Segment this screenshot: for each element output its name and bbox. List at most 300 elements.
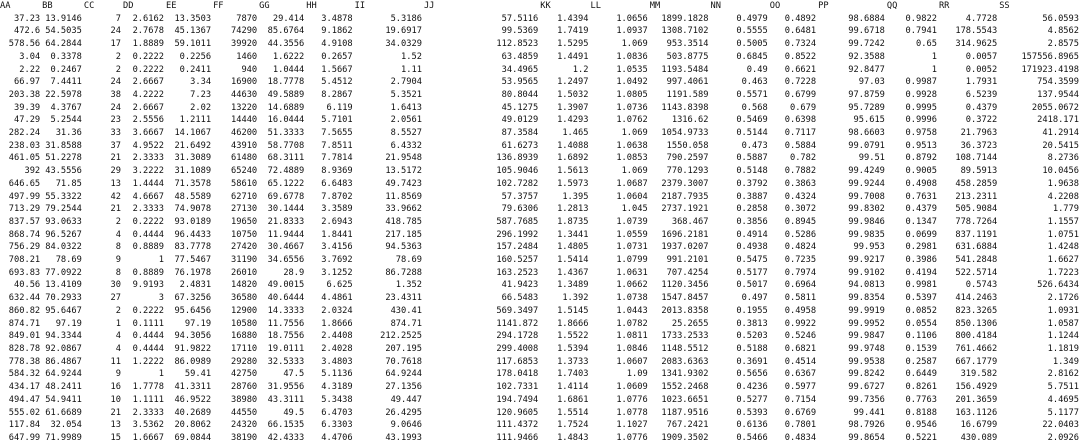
- table-cell: 1: [115, 318, 121, 329]
- column-header-ii: II: [354, 1, 366, 11]
- table-cell: 28760: [231, 382, 258, 393]
- table-cell: 0.5555: [736, 26, 768, 37]
- table-cell: 20.5415: [1042, 140, 1079, 151]
- table-cell: 0.9981: [905, 280, 937, 291]
- table-cell: 1120.3456: [661, 280, 709, 291]
- table-cell: 0.2858: [736, 204, 768, 215]
- table-cell: 94.5363: [385, 242, 422, 253]
- table-cell: 1.0846: [616, 343, 648, 354]
- table-cell: 67.3256: [174, 293, 212, 304]
- table-cell: 39920: [231, 39, 258, 50]
- table-cell: 14820: [231, 280, 258, 291]
- table-cell: 2.6943: [321, 216, 353, 227]
- table-cell: 12900: [231, 305, 258, 316]
- table-cell: 66.97: [14, 77, 41, 88]
- table-cell: 8: [115, 242, 121, 253]
- table-cell: 1.0931: [1047, 305, 1079, 316]
- table-row: [0, 216, 1080, 229]
- table-cell: 6.119: [326, 102, 353, 113]
- table-cell: 1.5394: [557, 343, 589, 354]
- table-cell: 2.8162: [1047, 369, 1079, 380]
- table-cell: 46.9522: [174, 394, 212, 405]
- table-cell: 1.52: [401, 51, 422, 62]
- table-cell: 68.3111: [267, 153, 305, 164]
- table-cell: 31.36: [55, 128, 82, 139]
- table-cell: 874.71: [390, 318, 422, 329]
- table-cell: 0.2467: [50, 64, 82, 75]
- table-cell: 3.7692: [321, 255, 353, 266]
- table-cell: 1.0492: [616, 77, 648, 88]
- table-cell: 1.0776: [616, 432, 648, 443]
- table-cell: 1.069: [621, 128, 648, 139]
- table-cell: 171923.4198: [1021, 64, 1079, 75]
- table-cell: 0.3691: [736, 356, 768, 367]
- table-cell: 0.7235: [784, 255, 817, 266]
- table-cell: 51.2278: [45, 153, 82, 164]
- table-cell: 0.6481: [784, 26, 817, 37]
- table-cell: 1.0937: [616, 26, 648, 37]
- table-cell: 2.8575: [1047, 39, 1079, 50]
- table-cell: 0.5469: [736, 115, 768, 126]
- table-cell: 0.6136: [736, 420, 768, 431]
- table-row: [0, 330, 1080, 343]
- table-cell: 99.6727: [848, 382, 885, 393]
- table-cell: 1.4805: [557, 242, 589, 253]
- table-cell: 1.2: [572, 64, 589, 75]
- table-cell: 3.6667: [132, 128, 164, 139]
- table-cell: 430.089: [960, 432, 998, 443]
- table-cell: 27.1356: [385, 382, 422, 393]
- table-cell: 6.5239: [965, 89, 998, 100]
- table-cell: 13.4109: [45, 280, 82, 291]
- table-cell: 49.7423: [385, 178, 422, 189]
- table-cell: 1.1557: [1047, 216, 1079, 227]
- table-cell: 0.1347: [905, 216, 937, 227]
- table-cell: 0.7154: [784, 394, 817, 405]
- table-cell: 0.2657: [321, 51, 353, 62]
- table-cell: 21.7963: [960, 128, 998, 139]
- table-cell: 45.1275: [501, 102, 539, 113]
- table-cell: 16.0444: [267, 115, 305, 126]
- table-cell: 2.1726: [1047, 293, 1079, 304]
- table-cell: 5.2544: [50, 115, 82, 126]
- table-cell: 0.4379: [905, 204, 937, 215]
- table-cell: 62710: [231, 191, 258, 202]
- table-cell: 11.9444: [267, 229, 305, 240]
- table-cell: 64.9244: [45, 369, 82, 380]
- table-cell: 2083.6363: [661, 356, 709, 367]
- table-cell: 63.4859: [501, 51, 539, 62]
- table-cell: 38980: [231, 394, 258, 405]
- table-cell: 99.6718: [848, 26, 885, 37]
- table-cell: 22.0403: [1042, 420, 1079, 431]
- table-cell: 8.9369: [321, 166, 353, 177]
- table-cell: 13.3503: [174, 13, 212, 24]
- table-cell: 693.83: [8, 267, 41, 278]
- table-cell: 137.9544: [1037, 89, 1079, 100]
- table-cell: 1.8666: [557, 318, 589, 329]
- table-cell: 1550.058: [666, 140, 709, 151]
- table-cell: 0.497: [741, 293, 768, 304]
- table-cell: 117.6853: [496, 356, 539, 367]
- table-cell: 1.395: [562, 191, 589, 202]
- table-cell: 0.2256: [179, 51, 212, 62]
- table-cell: 6.625: [326, 280, 353, 291]
- table-cell: 64.2844: [45, 39, 82, 50]
- table-cell: 294.1728: [496, 331, 539, 342]
- table-cell: 1899.1828: [661, 13, 709, 24]
- table-row: [0, 64, 1080, 77]
- table-cell: 0.3072: [784, 204, 817, 215]
- table-cell: 1.0444: [272, 64, 305, 75]
- table-cell: 5.7101: [321, 115, 353, 126]
- table-cell: 319.582: [960, 369, 998, 380]
- table-cell: 4: [115, 343, 121, 354]
- table-cell: 83.7778: [174, 242, 212, 253]
- table-cell: 1.5522: [557, 331, 589, 342]
- table-cell: 86.0989: [174, 356, 212, 367]
- table-cell: 0.6621: [784, 64, 817, 75]
- table-cell: 953.3514: [666, 39, 709, 50]
- table-cell: 0.473: [741, 140, 768, 151]
- table-cell: 0.2411: [179, 64, 212, 75]
- table-cell: 0.6821: [784, 343, 817, 354]
- table-cell: 1.0604: [616, 191, 648, 202]
- table-cell: 1054.9733: [661, 128, 709, 139]
- table-cell: 1.6667: [132, 432, 164, 443]
- table-cell: 40.56: [14, 280, 41, 291]
- column-header-qq: QQ: [886, 1, 898, 11]
- table-cell: 1.6627: [1047, 255, 1079, 266]
- table-cell: 98.7926: [848, 420, 885, 431]
- table-cell: 43910: [231, 140, 258, 151]
- table-cell: 99.9919: [848, 305, 885, 316]
- table-cell: 59.1011: [174, 39, 212, 50]
- table-cell: 2.7904: [390, 77, 422, 88]
- column-header-ll: LL: [590, 1, 601, 11]
- table-cell: 111.9466: [496, 432, 539, 443]
- table-cell: 120.9605: [496, 407, 539, 418]
- table-cell: 0.5887: [736, 153, 768, 164]
- table-cell: 1733.2533: [661, 331, 709, 342]
- table-cell: 94.0813: [848, 280, 885, 291]
- table-cell: 837.1191: [955, 229, 998, 240]
- table-cell: 522.5714: [955, 267, 998, 278]
- table-cell: 0.2222: [132, 51, 164, 62]
- table-row: [0, 432, 1080, 445]
- table-cell: 1.352: [395, 280, 422, 291]
- table-cell: 2.3333: [132, 153, 164, 164]
- table-cell: 1.7778: [132, 382, 164, 393]
- table-cell: 78.69: [55, 255, 82, 266]
- table-cell: 2.02: [190, 102, 212, 113]
- table-cell: 108.7144: [955, 153, 998, 164]
- table-row: [0, 407, 1080, 420]
- table-cell: 849.01: [8, 331, 41, 342]
- table-cell: 647.99: [8, 432, 41, 443]
- table-cell: 15: [110, 432, 121, 443]
- table-cell: 49.447: [390, 394, 422, 405]
- table-row: [0, 318, 1080, 331]
- table-cell: 0.5188: [736, 343, 768, 354]
- table-cell: 0.7941: [905, 26, 937, 37]
- table-cell: 1.4248: [1047, 242, 1079, 253]
- table-cell: 1.0662: [616, 280, 648, 291]
- table-cell: 41.2914: [1042, 128, 1079, 139]
- table-cell: 5.3521: [390, 89, 422, 100]
- table-cell: 1.8441: [321, 229, 353, 240]
- table-cell: 1.5514: [557, 407, 589, 418]
- table-cell: 0.5246: [784, 331, 817, 342]
- table-cell: 0.3856: [736, 216, 768, 227]
- table-cell: 21: [110, 153, 121, 164]
- table-cell: 0.463: [741, 77, 768, 88]
- table-cell: 5.3186: [390, 13, 422, 24]
- table-cell: 33: [110, 128, 121, 139]
- column-header-rr: RR: [938, 1, 950, 11]
- table-cell: 578.56: [8, 39, 41, 50]
- table-cell: 78.69: [395, 255, 422, 266]
- column-header-gg: GG: [259, 1, 270, 11]
- table-cell: 0.5393: [736, 407, 768, 418]
- table-cell: 850.1306: [955, 318, 998, 329]
- table-cell: 89.5913: [960, 166, 998, 177]
- table-cell: 1187.9516: [661, 407, 709, 418]
- column-header-ss: SS: [999, 1, 1010, 11]
- table-cell: 71.85: [55, 178, 82, 189]
- table-cell: 7.8702: [321, 191, 353, 202]
- table-cell: 7.8511: [321, 140, 353, 151]
- table-cell: 27: [110, 293, 121, 304]
- table-cell: 3.4156: [321, 242, 353, 253]
- table-cell: 84.0322: [45, 242, 82, 253]
- table-cell: 1: [158, 255, 164, 266]
- table-cell: 1.0778: [616, 407, 648, 418]
- table-cell: 1.5145: [557, 305, 589, 316]
- table-cell: 2.4408: [321, 331, 353, 342]
- table-cell: 2.6667: [132, 102, 164, 113]
- table-cell: 21: [110, 204, 121, 215]
- table-cell: 55.3322: [45, 191, 82, 202]
- table-cell: 4.3767: [50, 102, 82, 113]
- table-cell: 0.1111: [132, 318, 164, 329]
- table-cell: 0.5017: [736, 280, 768, 291]
- table-cell: 1: [158, 369, 164, 380]
- table-row: [0, 13, 1080, 26]
- table-cell: 70.2933: [45, 293, 82, 304]
- table-cell: 99.8302: [848, 204, 885, 215]
- table-cell: 0.8792: [905, 153, 937, 164]
- column-header-pp: PP: [818, 1, 829, 11]
- table-cell: 4.4861: [321, 293, 353, 304]
- table-cell: 1.0638: [616, 140, 648, 151]
- table-cell: 99.7242: [848, 39, 885, 50]
- table-cell: 61.6689: [45, 407, 82, 418]
- table-cell: 41.3311: [174, 382, 212, 393]
- table-cell: 16880: [231, 331, 258, 342]
- table-cell: 70.7618: [385, 356, 422, 367]
- table-cell: 461.05: [8, 153, 41, 164]
- table-cell: 1.7524: [557, 420, 589, 431]
- column-header-dd: DD: [123, 1, 134, 11]
- table-cell: 21.9548: [385, 153, 422, 164]
- table-cell: 0.8889: [132, 267, 164, 278]
- column-header-oo: OO: [769, 1, 781, 11]
- table-cell: 99.8354: [848, 293, 885, 304]
- table-cell: 10580: [231, 318, 258, 329]
- table-cell: 299.4008: [496, 343, 539, 354]
- table-cell: 19.6917: [385, 26, 422, 37]
- table-cell: 1.0776: [616, 394, 648, 405]
- table-cell: 36580: [231, 293, 258, 304]
- table-cell: 0.49: [746, 64, 768, 75]
- table-cell: 778.38: [8, 356, 41, 367]
- table-cell: 31190: [231, 255, 258, 266]
- table-cell: 0.9987: [905, 77, 937, 88]
- table-cell: 29280: [231, 356, 258, 367]
- table-cell: 1193.5484: [661, 64, 709, 75]
- table-cell: 0.6799: [784, 89, 817, 100]
- table-cell: 74290: [231, 26, 258, 37]
- table-cell: 2.0561: [390, 115, 422, 126]
- table-cell: 36.3723: [960, 140, 998, 151]
- table-cell: 0.0057: [965, 51, 998, 62]
- table-cell: 0.782: [789, 153, 817, 164]
- table-row: [0, 381, 1080, 394]
- table-cell: 51.3333: [267, 128, 305, 139]
- table-cell: 756.29: [8, 242, 41, 253]
- table-cell: 41.9423: [501, 280, 539, 291]
- table-cell: 207.195: [385, 343, 422, 354]
- table-cell: 1143.8398: [661, 102, 709, 113]
- table-cell: 93.0189: [174, 216, 212, 227]
- table-cell: 156.4929: [955, 382, 998, 393]
- table-cell: 32.5333: [267, 356, 305, 367]
- table-cell: 3.1252: [321, 267, 353, 278]
- table-cell: 314.9625: [955, 39, 998, 50]
- table-cell: 494.47: [8, 394, 41, 405]
- table-cell: 1.6861: [557, 394, 589, 405]
- table-cell: 1.4843: [557, 432, 589, 443]
- table-cell: 2187.7935: [661, 191, 709, 202]
- table-cell: 178.0418: [496, 369, 539, 380]
- table-cell: 105.9046: [496, 166, 539, 177]
- table-cell: 16.6799: [960, 420, 998, 431]
- table-cell: 1.5414: [557, 255, 589, 266]
- table-cell: 29: [110, 166, 121, 177]
- table-cell: 667.1779: [955, 356, 998, 367]
- table-cell: 4.2222: [132, 89, 164, 100]
- table-cell: 30.1444: [267, 204, 305, 215]
- table-cell: 2.22: [19, 64, 41, 75]
- table-cell: 0.7228: [784, 77, 817, 88]
- table-cell: 86.7288: [385, 267, 422, 278]
- table-cell: 43.3111: [267, 394, 305, 405]
- table-cell: 2013.8358: [661, 305, 709, 316]
- table-row: [0, 25, 1080, 38]
- table-cell: 1.6892: [557, 153, 589, 164]
- table-cell: 136.8939: [496, 153, 539, 164]
- table-cell: 4.8562: [1047, 26, 1079, 37]
- table-cell: 0.9546: [905, 420, 937, 431]
- table-row: [0, 279, 1080, 292]
- header-row: [0, 0, 1080, 13]
- table-cell: 27130: [231, 204, 258, 215]
- table-cell: 92.8477: [848, 64, 885, 75]
- table-cell: 99.9847: [848, 331, 885, 342]
- table-cell: 4.2208: [1047, 191, 1079, 202]
- table-cell: 178.5543: [955, 26, 998, 37]
- table-cell: 0.9995: [905, 102, 937, 113]
- table-cell: 1.2111: [179, 115, 212, 126]
- table-cell: 0.7882: [784, 166, 817, 177]
- table-cell: 458.2859: [955, 178, 998, 189]
- table-cell: 0.1539: [905, 343, 937, 354]
- table-cell: 14.1067: [174, 128, 212, 139]
- table-cell: 0.5397: [905, 293, 937, 304]
- table-cell: 2: [115, 51, 121, 62]
- table-cell: 0.0554: [905, 318, 937, 329]
- table-cell: 69.0844: [174, 432, 212, 443]
- table-cell: 45.1367: [174, 26, 212, 37]
- table-cell: 0.5656: [736, 369, 768, 380]
- table-cell: 66.5483: [501, 293, 539, 304]
- table-cell: 0.0852: [905, 305, 937, 316]
- table-cell: 86.4867: [45, 356, 82, 367]
- table-cell: 57.5116: [501, 13, 539, 24]
- table-cell: 0.7324: [784, 39, 817, 50]
- table-cell: 24: [110, 26, 121, 37]
- table-cell: 868.74: [8, 229, 41, 240]
- table-cell: 0.5203: [736, 331, 768, 342]
- table-cell: 497.99: [8, 191, 41, 202]
- table-cell: 0.8945: [784, 216, 817, 227]
- table-cell: 4.7728: [965, 13, 998, 24]
- table-cell: 770.1293: [666, 166, 709, 177]
- column-header-mm: MM: [649, 1, 661, 11]
- table-cell: 1.7419: [557, 26, 589, 37]
- table-cell: 1.4088: [557, 140, 589, 151]
- table-cell: 3.3589: [321, 204, 353, 215]
- table-cell: 26.4295: [385, 407, 422, 418]
- table-cell: 21.6492: [174, 140, 212, 151]
- table-cell: 49.5: [283, 407, 305, 418]
- table-cell: 1.5613: [557, 166, 589, 177]
- table-cell: 163.1126: [955, 407, 998, 418]
- table-cell: 18.7778: [267, 77, 305, 88]
- table-cell: 1.779: [1052, 204, 1079, 215]
- table-cell: 1.3441: [557, 229, 589, 240]
- table-cell: 0.1106: [905, 331, 937, 342]
- table-cell: 1.4367: [557, 267, 589, 278]
- table-cell: 9.1862: [321, 26, 353, 37]
- table-row: [0, 76, 1080, 89]
- table-cell: 157556.8965: [1021, 51, 1079, 62]
- table-cell: 163.2523: [496, 267, 539, 278]
- table-cell: 1.1111: [132, 394, 164, 405]
- table-cell: 1191.589: [666, 89, 709, 100]
- table-cell: 1.5667: [321, 64, 353, 75]
- table-cell: 2.6162: [132, 13, 164, 24]
- table-cell: 16: [110, 382, 121, 393]
- table-cell: 34.0329: [385, 39, 422, 50]
- table-row: [0, 368, 1080, 381]
- table-cell: 0.4938: [736, 242, 768, 253]
- table-cell: 40.2689: [174, 407, 212, 418]
- table-cell: 0.5177: [736, 267, 768, 278]
- table-cell: 213.2311: [955, 191, 998, 202]
- table-cell: 0.3813: [736, 318, 768, 329]
